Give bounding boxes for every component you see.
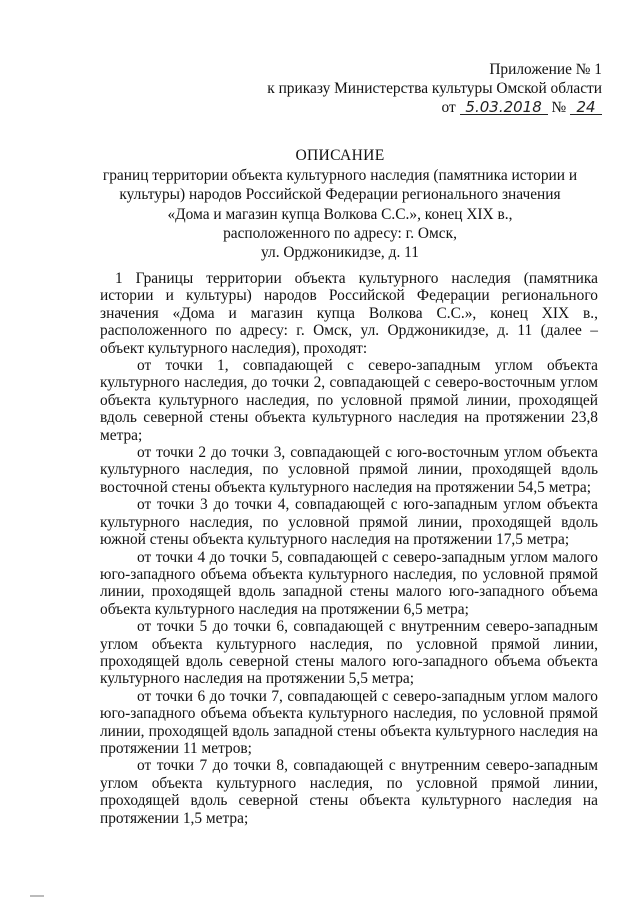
paragraph-segment-7-8: от точки 7 до точки 8, совпадающей с внутренним северо-западным углом объекта культурного наследия, по условной прямой линии, проходящей вдоль северной стены объекта культурного наследия на протяжении 1,5 метра; xyxy=(100,757,598,827)
document-body xyxy=(100,270,598,827)
order-date-number-line xyxy=(222,98,602,117)
title-line-3: «Дома и магазин купца Волкова С.С.», конец XIX в., xyxy=(167,205,513,223)
from-label: от xyxy=(441,99,456,116)
paragraph-intro: 1 Границы территории объекта культурного наследия (памятника истории и культуры) народов Российской Федерации регионального значения «Дома и магазин купца Волкова С.С.», конец XIX в., расположенного по адресу: г. Омск, ул. Орджоникидзе, д. 11 (далее – объект культурного наследия), проходят: xyxy=(100,270,598,357)
document-title-block xyxy=(60,146,620,262)
number-label: № xyxy=(551,99,567,116)
title-line-5: ул. Орджоникидзе, д. 11 xyxy=(261,244,419,262)
order-reference: к приказу Министерства культуры Омской области xyxy=(267,80,602,97)
document-title: ОПИСАНИЕ xyxy=(295,147,385,164)
title-line-4: расположенного по адресу: г. Омск, xyxy=(223,224,457,242)
scan-artifact xyxy=(30,895,44,897)
paragraph-segment-1-2: от точки 1, совпадающей с северо-западным углом объекта культурного наследия, до точки 2, совпадающей с северо-восточным углом объекта культурного наследия, по условной прямой линии, проходящей вдоль северной стены объекта культурного наследия на протяжении 23,8 метра; xyxy=(100,357,598,444)
handwritten-date: 5.03.2018 xyxy=(460,100,548,115)
paragraph-segment-2-3: от точки 2 до точки 3, совпадающей с юго-восточным углом объекта культурного наследия, по условной прямой линии, проходящей вдоль восточной стены объекта культурного наследия на протяжении 54,5 метра; xyxy=(100,444,598,496)
appendix-header xyxy=(222,60,602,117)
title-line-1: границ территории объекта культурного наследия (памятника истории и xyxy=(102,167,578,185)
paragraph-segment-6-7: от точки 6 до точки 7, совпадающей с северо-западным углом малого юго-западного объема объекта культурного наследия, по условной прямой линии, проходящей вдоль западной стены объекта культурного наследия на протяжении 11 метров; xyxy=(100,687,598,757)
paragraph-segment-3-4: от точки 3 до точки 4, совпадающей с юго-западным углом объекта культурного наследия, по условной прямой линии, проходящей вдоль южной стены объекта культурного наследия на протяжении 17,5 метра; xyxy=(100,496,598,549)
paragraph-segment-5-6: от точки 5 до точки 6, совпадающей с внутренним северо-западным углом объекта культурного наследия, по условной прямой линии, проходящей вдоль северной стены малого юго-западного объема объекта культурного наследия на протяжении 5,5 метра; xyxy=(100,618,598,688)
paragraph-segment-4-5: от точки 4 до точки 5, совпадающей с северо-западным углом малого юго-западного объема объекта культурного наследия, по условной прямой линии, проходящей вдоль западной стены малого юго-западного объема объекта культурного наследия на протяжении 6,5 метра; xyxy=(100,548,598,618)
handwritten-number: 24 xyxy=(570,100,602,115)
appendix-number: Приложение № 1 xyxy=(489,61,602,78)
title-line-2: культуры) народов Российской Федерации регионального значения xyxy=(119,186,561,204)
